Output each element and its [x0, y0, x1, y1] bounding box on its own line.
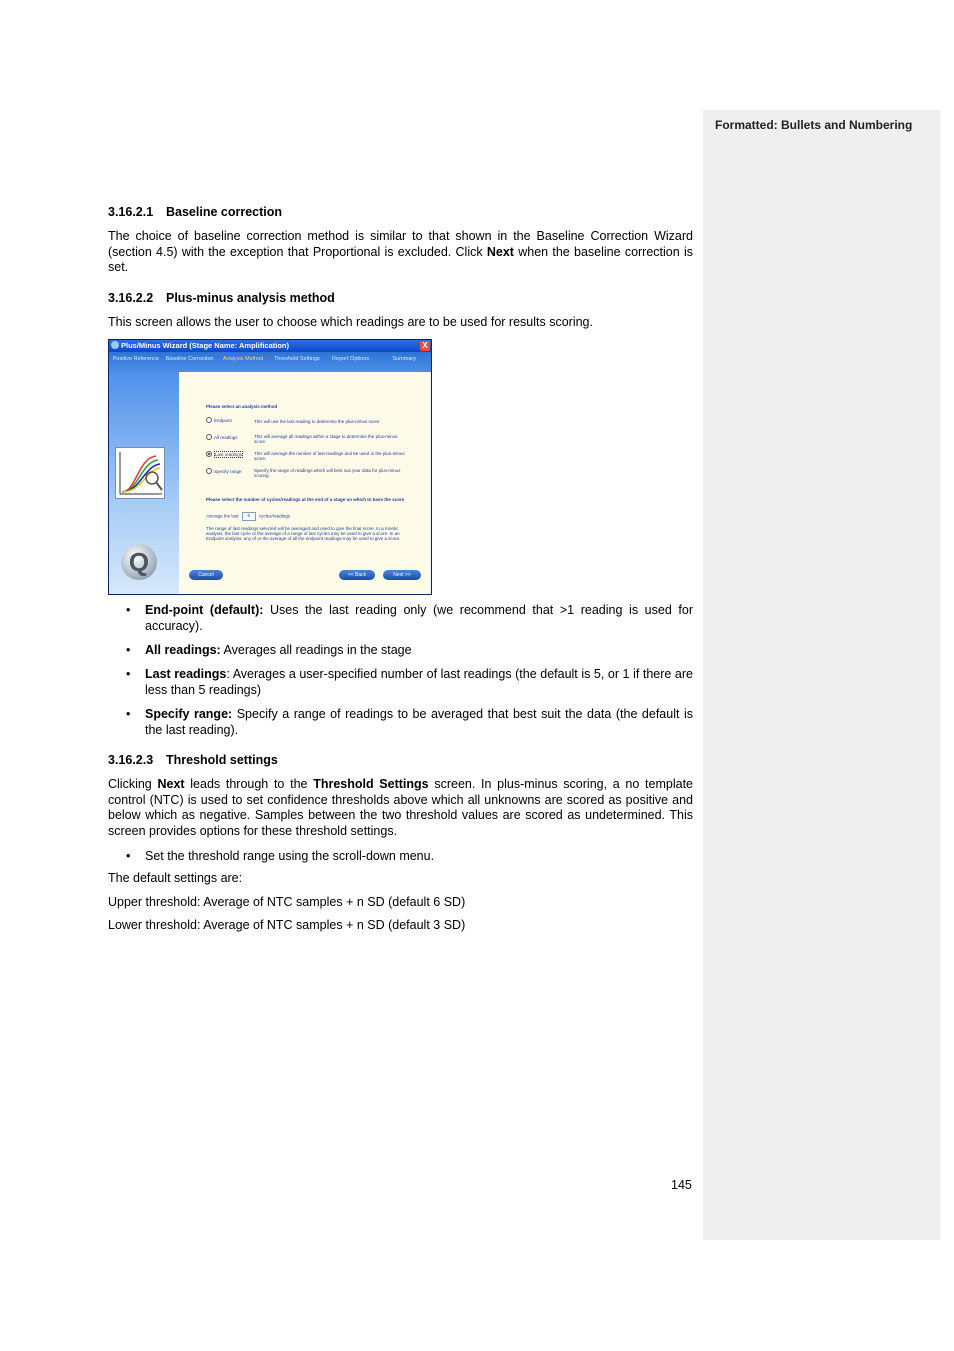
- text-run: The choice of baseline correction method is similar to that shown in the Baseline Correction Wizard (section 4.5) with the exception that Proportional is excluded. Click: [108, 229, 693, 259]
- text-run: screen. In plus-minus scoring, a no template control (NTC) is used to set confidence thresholds above which all unknowns are scored as positive and below which as negative. Samples between the two threshold values are scored as undetermined. This screen provides options for these threshold settings.: [108, 777, 693, 838]
- bold-run: Threshold Settings: [313, 777, 429, 791]
- wizard-side-panel: [109, 372, 179, 594]
- text-run: leads through to the: [184, 777, 314, 791]
- option-last-readings[interactable]: [206, 451, 243, 457]
- upper-threshold-line: Upper threshold: Average of NTC samples + n SD (default 6 SD): [108, 895, 466, 909]
- text-run: Clicking: [108, 777, 158, 791]
- back-button[interactable]: << Back: [339, 570, 375, 580]
- radio-button[interactable]: [206, 417, 212, 423]
- option-description: This will use the last reading to determine the plus-minus score.: [254, 419, 381, 424]
- bold-run: Specify range:: [145, 707, 233, 721]
- heading-baseline-correction: [108, 205, 282, 219]
- list-item: [108, 666, 693, 698]
- section-number: 3.16.2.3: [108, 753, 154, 767]
- defaults-intro: The default settings are:: [108, 871, 243, 885]
- lower-threshold-line: Lower threshold: Average of NTC samples + n SD (default 3 SD): [108, 918, 466, 932]
- page-number: 145: [671, 1178, 692, 1192]
- threshold-list: [108, 848, 693, 872]
- close-icon[interactable]: X: [420, 341, 430, 351]
- paragraph-threshold: [108, 777, 693, 839]
- bold-run: Next: [486, 244, 514, 259]
- wizard-steps: [109, 352, 431, 372]
- app-icon: [111, 341, 119, 349]
- section-title: Baseline correction: [166, 205, 283, 219]
- step-baseline-correction: Baseline Correction: [165, 356, 214, 362]
- paragraph-baseline: [108, 229, 693, 276]
- average-unit: cycles/readings: [258, 513, 290, 519]
- heading-plus-minus: [108, 291, 335, 305]
- step-positive-reference: Positive Reference: [112, 356, 159, 362]
- wizard-main-panel: [179, 372, 430, 594]
- step-report-options: Report Options: [332, 356, 370, 362]
- cancel-button[interactable]: Cancel: [189, 570, 223, 580]
- section-title: Plus-minus analysis method: [166, 291, 335, 305]
- analysis-note: The range of last readings selected will be averaged and used to give the final score. In a Kinetic analysis, the last cycle or the average of a range of last cycles may be used to give a score. In an Endpoint analysis, any of or the average of all the endpoint readings may be used to give a score.: [206, 526, 401, 541]
- margin-comment-label: Formatted: Bullets and Numbering: [715, 118, 913, 132]
- text-run: : Averages a user-specified number of last readings (the default is 5, or 1 if there are less than 5 readings): [145, 667, 693, 697]
- text-run: Specify a range of readings to be averaged that best suit the data (the default is the last reading).: [145, 707, 693, 737]
- option-label: All readings: [214, 435, 238, 440]
- wizard-title: Plus/Minus Wizard (Stage Name: Amplification): [121, 341, 290, 350]
- bold-run: All readings:: [145, 643, 221, 657]
- heading-threshold-settings: [108, 753, 278, 767]
- cycles-heading: Please select the number of cycles/readings at the end of a stage on which to base the score: [206, 497, 405, 502]
- option-description: This will average all readings within a stage to determine the plus-minus score.: [254, 434, 398, 444]
- next-button[interactable]: Next >>: [383, 570, 421, 580]
- section-number: 3.16.2.2: [108, 291, 154, 305]
- text-run: Averages all readings in the stage: [220, 643, 412, 657]
- option-label: Specify range: [214, 469, 242, 474]
- option-endpoint[interactable]: [206, 417, 232, 423]
- step-summary: Summary: [392, 356, 416, 362]
- step-threshold-settings: Threshold Settings: [273, 356, 320, 362]
- option-all-readings[interactable]: [206, 434, 238, 440]
- radio-button[interactable]: [206, 468, 212, 474]
- list-item: [108, 706, 693, 738]
- bold-run: End-point (default):: [145, 603, 264, 617]
- average-stepper[interactable]: 5: [242, 512, 256, 521]
- average-row: [206, 512, 406, 521]
- option-label: Endpoint: [214, 418, 232, 423]
- paragraph-plus-minus-intro: This screen allows the user to choose which readings are to be used for results scoring.: [108, 315, 593, 329]
- text-run: when the baseline correction is set.: [108, 244, 693, 274]
- analysis-method-list: [108, 602, 693, 746]
- radio-button[interactable]: [206, 434, 212, 440]
- amplification-graph-icon: [115, 447, 165, 499]
- q-logo-icon: Q: [121, 544, 157, 580]
- bold-run: Next: [157, 777, 185, 791]
- list-item: • Set the threshold range using the scroll-down menu.: [108, 848, 693, 864]
- plus-minus-wizard-screenshot: [108, 339, 432, 595]
- option-description: This will average the number of last readings and be used in the plus-minus score.: [254, 451, 405, 461]
- list-item: [108, 642, 693, 658]
- option-label: Last readings: [215, 452, 243, 457]
- wizard-title-bar: [109, 340, 431, 352]
- section-number: 3.16.2.1: [108, 205, 154, 219]
- section-title: Threshold settings: [166, 753, 278, 767]
- analysis-method-heading: Please select an analysis method: [206, 404, 278, 409]
- radio-button-selected[interactable]: [206, 451, 212, 457]
- step-analysis-method: Analysis Method: [223, 356, 264, 362]
- option-description: Specify the range of readings which will best suit your data for plus-minus scoring.: [254, 468, 401, 478]
- text-run: Uses the last reading only (we recommend that >1 reading is used for accuracy).: [145, 603, 693, 633]
- comment-margin-panel: [703, 110, 940, 1240]
- option-specify-range[interactable]: [206, 468, 242, 474]
- list-item: [108, 602, 693, 634]
- average-label: Average the last: [206, 513, 239, 519]
- bold-run: Last readings: [145, 667, 227, 681]
